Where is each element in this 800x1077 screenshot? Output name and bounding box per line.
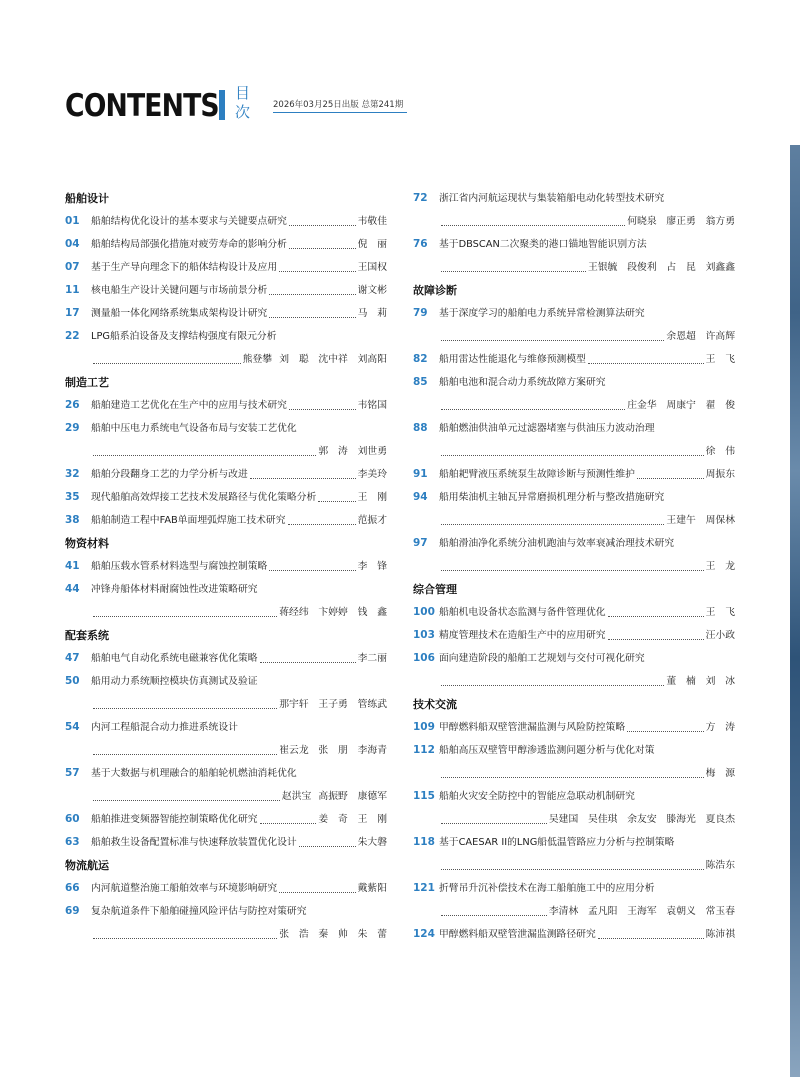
article-authors: 郭 涛 刘世勇 <box>318 446 387 457</box>
toc-entry[interactable] <box>65 762 387 808</box>
toc-left-column <box>65 187 387 946</box>
dot-leader <box>93 754 277 755</box>
toc-entry-author-line <box>413 854 735 877</box>
page-number: 88 <box>413 422 428 434</box>
article-title[interactable]: 船舶压载水管系材料选型与腐蚀控制策略 <box>91 561 268 572</box>
toc-entry-line <box>65 831 387 854</box>
page-number: 01 <box>65 215 80 227</box>
toc-entry[interactable] <box>413 486 735 532</box>
page-number: 106 <box>413 652 435 664</box>
article-authors: 范振才 <box>357 515 387 526</box>
page-number: 63 <box>65 836 80 848</box>
toc-entry[interactable] <box>65 555 387 578</box>
toc-entry-author-line <box>413 900 735 923</box>
page-number: 07 <box>65 261 80 273</box>
toc-entry[interactable] <box>65 670 387 716</box>
toc-entry[interactable] <box>65 394 387 417</box>
dot-leader <box>441 570 704 571</box>
dot-leader <box>441 271 586 272</box>
accent-bar <box>219 90 225 120</box>
dot-leader <box>441 869 704 870</box>
dot-leader <box>637 478 704 479</box>
dot-leader <box>441 409 625 410</box>
article-title[interactable]: 甲醇燃料船双壁管泄漏监测与风险防控策略 <box>439 722 626 733</box>
toc-entry-author-line <box>65 739 387 762</box>
article-authors: 陈沛祺 <box>705 929 735 940</box>
page-number: 26 <box>65 399 80 411</box>
article-authors: 那宇轩 王子勇 管练武 <box>279 699 387 710</box>
toc-entry-author-line <box>413 210 735 233</box>
page-number: 17 <box>65 307 80 319</box>
page-number: 97 <box>413 537 428 549</box>
article-title[interactable]: 冲锋舟船体材料耐腐蚀性改进策略研究 <box>91 584 258 595</box>
page-number: 22 <box>65 330 80 342</box>
page-number: 60 <box>65 813 80 825</box>
toc-entry-line <box>65 233 387 256</box>
toc-right-column <box>413 187 735 946</box>
article-authors: 韦敬佳 <box>357 216 387 227</box>
article-title[interactable]: 船舶电池和混合动力系统故障方案研究 <box>439 377 606 388</box>
dot-leader <box>93 708 277 709</box>
toc-entry-line <box>65 486 387 509</box>
dot-leader <box>269 570 355 571</box>
dot-leader <box>260 823 317 824</box>
article-authors: 王 飞 <box>705 607 735 618</box>
page-number: 121 <box>413 882 435 894</box>
article-authors: 董 楠 刘 冰 <box>666 676 735 687</box>
toc-entry[interactable] <box>413 739 735 785</box>
toc-entry-author-line <box>413 256 735 279</box>
toc-entry-author-line <box>413 555 735 578</box>
toc-entry[interactable] <box>65 808 387 831</box>
article-title[interactable]: 船舶电气自动化系统电磁兼容优化策略 <box>91 653 258 664</box>
page-number: 72 <box>413 192 428 204</box>
article-authors: 韦铭国 <box>357 400 387 411</box>
article-title[interactable]: 船用雷达性能退化与维修预测模型 <box>439 354 586 365</box>
section-heading: 物流航运 <box>65 859 109 872</box>
toc-entry-line <box>65 509 387 532</box>
article-title[interactable]: 船舶火灾安全防控中的智能应急联动机制研究 <box>439 791 635 802</box>
toc-entry-line <box>65 555 387 578</box>
toc-entry-line <box>65 325 387 348</box>
article-title[interactable]: 浙江省内河航运现状与集装箱船电动化转型技术研究 <box>439 193 665 204</box>
toc-entry-line <box>413 532 735 555</box>
toc-entry-line <box>413 417 735 440</box>
toc-entry-author-line <box>413 394 735 417</box>
article-authors: 谢文彬 <box>357 285 387 296</box>
page-number: 54 <box>65 721 80 733</box>
toc-entry-author-line <box>413 325 735 348</box>
toc-entry[interactable] <box>65 877 387 900</box>
toc-entry-line <box>65 394 387 417</box>
article-authors: 汪小政 <box>705 630 735 641</box>
page-number: 04 <box>65 238 80 250</box>
toc-entry-line <box>413 877 735 900</box>
toc-entry[interactable] <box>65 325 387 371</box>
page-number: 57 <box>65 767 80 779</box>
article-authors: 陈浩东 <box>705 860 735 871</box>
dot-leader <box>441 455 704 456</box>
article-authors: 朱大磐 <box>357 837 387 848</box>
article-title[interactable]: 船舶燃油供油单元过滤器堵塞与供油压力波动治理 <box>439 423 655 434</box>
toc-entry-author-line <box>65 601 387 624</box>
article-authors: 王建午 周保林 <box>666 515 735 526</box>
page-number: 124 <box>413 928 435 940</box>
toc-entry-line <box>413 187 735 210</box>
article-authors: 王 飞 <box>705 354 735 365</box>
page-number: 115 <box>413 790 435 802</box>
toc-entry[interactable] <box>413 371 735 417</box>
article-title[interactable]: 船舶耙臂液压系统泵生故障诊断与预测性维护 <box>439 469 635 480</box>
article-authors: 李二丽 <box>357 653 387 664</box>
toc-entry-author-line <box>65 785 387 808</box>
article-title[interactable]: 船舶滑油净化系统分油机跑油与效率衰减治理技术研究 <box>439 538 675 549</box>
article-authors: 蒋经纬 卞婷婷 钱 鑫 <box>279 607 387 618</box>
page-number: 66 <box>65 882 80 894</box>
toc-entry-line <box>413 601 735 624</box>
dot-leader <box>441 777 704 778</box>
article-authors: 王国权 <box>357 262 387 273</box>
dot-leader <box>93 363 241 364</box>
article-authors: 戴紫阳 <box>357 883 387 894</box>
section-heading: 技术交流 <box>413 698 457 711</box>
toc-entry[interactable] <box>413 624 735 647</box>
dot-leader <box>608 616 704 617</box>
page-number: 47 <box>65 652 80 664</box>
page-number: 44 <box>65 583 80 595</box>
toc-entry[interactable] <box>65 578 387 624</box>
toc-entry-line <box>65 716 387 739</box>
article-authors: 王 刚 <box>357 492 387 503</box>
toc-entry-line <box>65 417 387 440</box>
page-number: 11 <box>65 284 80 296</box>
toc-entry[interactable] <box>65 716 387 762</box>
page-number: 100 <box>413 606 435 618</box>
dot-leader <box>250 478 356 479</box>
article-title[interactable]: 船舶高压双壁管甲醇渗透监测问题分析与优化对策 <box>439 745 655 756</box>
toc-entry-line <box>413 739 735 762</box>
toc-entry-line <box>65 302 387 325</box>
toc-entry[interactable] <box>65 463 387 486</box>
toc-entry-author-line <box>413 440 735 463</box>
toc-entry[interactable] <box>413 716 735 739</box>
article-authors: 熊登攀 刘 聪 沈中祥 刘高阳 <box>242 354 387 365</box>
page-number: 35 <box>65 491 80 503</box>
toc-entry-line <box>65 877 387 900</box>
page-number: 76 <box>413 238 428 250</box>
article-title[interactable]: 内河工程船混合动力推进系统设计 <box>91 722 238 733</box>
article-title[interactable]: 船舶分段翻身工艺的力学分析与改进 <box>91 469 248 480</box>
toc-entry-line <box>413 486 735 509</box>
toc-entry-author-line <box>65 923 387 946</box>
article-title[interactable]: 基于DBSCAN二次聚类的港口锚地智能识别方法 <box>439 239 647 250</box>
toc-entry-line <box>413 463 735 486</box>
dot-leader <box>441 340 664 341</box>
toc-entry-author-line <box>413 762 735 785</box>
section-heading: 船舶设计 <box>65 192 109 205</box>
toc-entry-line <box>65 670 387 693</box>
toc-entry-author-line <box>65 348 387 371</box>
article-title[interactable]: 船用动力系统顺控模块仿真测试及验证 <box>91 676 258 687</box>
toc-entry-line <box>413 302 735 325</box>
toc-entry[interactable] <box>65 302 387 325</box>
page-number: 38 <box>65 514 80 526</box>
article-title[interactable]: 现代船舶高效焊接工艺技术发展路径与优化策略分析 <box>91 492 317 503</box>
toc-entry[interactable] <box>65 647 387 670</box>
toc-entry-author-line <box>413 509 735 532</box>
article-title[interactable]: 基于CAESAR II的LNG船低温管路应力分析与控制策略 <box>439 837 675 848</box>
page-number: 118 <box>413 836 435 848</box>
toc-entry[interactable] <box>413 923 735 946</box>
toc-entry-author-line <box>413 808 735 831</box>
dot-leader <box>318 501 355 502</box>
toc-entry-author-line <box>413 670 735 693</box>
toc-entry[interactable] <box>413 785 735 831</box>
dot-leader <box>269 294 355 295</box>
article-title[interactable]: 核电船生产设计关键问题与市场前景分析 <box>91 285 268 296</box>
dot-leader <box>441 685 664 686</box>
article-title[interactable]: 基于生产导向理念下的船体结构设计及应用 <box>91 262 278 273</box>
article-title[interactable]: 船舶中压电力系统电气设备布局与安装工艺优化 <box>91 423 297 434</box>
article-authors: 庄金华 周康宁 翟 俊 <box>627 400 735 411</box>
article-authors: 方 涛 <box>705 722 735 733</box>
article-title[interactable]: LPG船系泊设备及支撑结构强度有限元分析 <box>91 331 277 342</box>
article-authors: 李 锋 <box>357 561 387 572</box>
article-title[interactable]: 精度管理技术在造船生产中的应用研究 <box>439 630 606 641</box>
article-title[interactable]: 甲醇燃料船双壁管泄漏监测路径研究 <box>439 929 596 940</box>
dot-leader <box>93 455 316 456</box>
toc-entry[interactable] <box>65 233 387 256</box>
toc-entry[interactable] <box>413 302 735 348</box>
article-title[interactable]: 船舶推进变频器智能控制策略优化研究 <box>91 814 258 825</box>
toc-entry[interactable] <box>65 831 387 854</box>
section-heading: 配套系统 <box>65 629 109 642</box>
dot-leader <box>441 915 547 916</box>
page-number: 109 <box>413 721 435 733</box>
toc-entry-line <box>413 716 735 739</box>
toc-entry[interactable] <box>65 210 387 233</box>
article-authors: 张 浩 秦 帅 朱 蕾 <box>279 929 387 940</box>
page-number: 94 <box>413 491 428 503</box>
toc-entry-line <box>413 371 735 394</box>
toc-entry-line <box>65 256 387 279</box>
dot-leader <box>289 225 356 226</box>
dot-leader <box>441 524 664 525</box>
page-number: 82 <box>413 353 428 365</box>
article-authors: 姜 奇 王 刚 <box>318 814 387 825</box>
article-title[interactable]: 面向建造阶段的船舶工艺规划与交付可视化研究 <box>439 653 645 664</box>
page-number: 112 <box>413 744 435 756</box>
article-authors: 李美玲 <box>357 469 387 480</box>
toc-entry[interactable] <box>413 601 735 624</box>
article-title[interactable]: 测量船一体化网络系统集成架构设计研究 <box>91 308 268 319</box>
toc-entry[interactable] <box>413 831 735 877</box>
toc-entry[interactable] <box>413 647 735 693</box>
dot-leader <box>288 524 356 525</box>
dot-leader <box>279 892 355 893</box>
section-heading: 物资材料 <box>65 537 109 550</box>
dot-leader <box>93 800 280 801</box>
toc-entry-line <box>413 624 735 647</box>
page-number: 69 <box>65 905 80 917</box>
article-title[interactable]: 折臂吊升沉补偿技术在海工船舶施工中的应用分析 <box>439 883 655 894</box>
sea-photo-strip <box>790 145 800 1077</box>
article-authors: 余恩超 许高辉 <box>666 331 735 342</box>
toc-entry[interactable] <box>65 279 387 302</box>
article-authors: 崔云龙 张 朋 李海青 <box>279 745 387 756</box>
toc-entry[interactable] <box>413 187 735 233</box>
article-authors: 赵洪宝 高振野 康德军 <box>281 791 387 802</box>
section-heading: 故障诊断 <box>413 284 457 297</box>
article-authors: 李清林 孟凡阳 王海军 袁朝义 常玉春 <box>548 906 735 917</box>
article-title[interactable]: 船舶救生设备配置标准与快速释放装置优化设计 <box>91 837 297 848</box>
toc-entry-line <box>65 900 387 923</box>
dot-leader <box>608 639 704 640</box>
section-heading: 综合管理 <box>413 583 457 596</box>
toc-entry[interactable] <box>413 233 735 279</box>
toc-entry[interactable] <box>413 532 735 578</box>
issue-info: 2026年03月25日出版 总第241期 <box>273 98 407 113</box>
dot-leader <box>588 363 704 364</box>
dot-leader <box>299 846 356 847</box>
toc-entry-line <box>65 210 387 233</box>
dot-leader <box>627 731 703 732</box>
article-title[interactable]: 复杂航道条件下船舶碰撞风险评估与防控对策研究 <box>91 906 307 917</box>
toc-entry[interactable] <box>65 486 387 509</box>
toc-entry-line <box>65 279 387 302</box>
article-title[interactable]: 基于深度学习的船舶电力系统异常检测算法研究 <box>439 308 645 319</box>
dot-leader <box>260 662 356 663</box>
dot-leader <box>269 317 355 318</box>
article-authors: 周振东 <box>705 469 735 480</box>
toc-entry[interactable] <box>413 417 735 463</box>
page-number: 41 <box>65 560 80 572</box>
toc-entry-line <box>413 348 735 371</box>
page-number: 85 <box>413 376 428 388</box>
page-number: 103 <box>413 629 435 641</box>
toc-entry[interactable] <box>65 417 387 463</box>
toc-entry[interactable] <box>413 877 735 923</box>
toc-entry-line <box>65 808 387 831</box>
article-title[interactable]: 船用柴油机主轴瓦异常磨损机理分析与整改措施研究 <box>439 492 665 503</box>
toc-entry-line <box>413 647 735 670</box>
toc-entry-author-line <box>65 693 387 716</box>
dot-leader <box>289 248 356 249</box>
toc-entry[interactable] <box>413 463 735 486</box>
article-title[interactable]: 内河航道整治施工船舶效率与环境影响研究 <box>91 883 278 894</box>
dot-leader <box>289 409 356 410</box>
dot-leader <box>441 225 625 226</box>
mulu-label: 目次 <box>235 84 251 121</box>
article-authors: 梅 源 <box>705 768 735 779</box>
dot-leader <box>279 271 355 272</box>
page-number: 50 <box>65 675 80 687</box>
page-number: 91 <box>413 468 428 480</box>
toc-entry-line <box>65 578 387 601</box>
article-title[interactable]: 船舶机电设备状态监测与备件管理优化 <box>439 607 606 618</box>
page-number: 29 <box>65 422 80 434</box>
section-heading: 制造工艺 <box>65 376 109 389</box>
article-authors: 倪 丽 <box>357 239 387 250</box>
toc-entry[interactable] <box>65 900 387 946</box>
article-title[interactable]: 船舶结构局部强化措施对疲劳寿命的影响分析 <box>91 239 287 250</box>
article-authors: 徐 伟 <box>705 446 735 457</box>
toc-entry[interactable] <box>413 348 735 371</box>
toc-entry-line <box>65 647 387 670</box>
toc-entry-line <box>65 762 387 785</box>
article-title[interactable]: 船舶制造工程中FAB单面埋弧焊施工技术研究 <box>91 515 286 526</box>
contents-heading: CONTENTS <box>65 88 219 124</box>
toc-entry-line <box>413 233 735 256</box>
toc-entry-line <box>65 463 387 486</box>
article-title[interactable]: 基于大数据与机理融合的船舶轮机燃油消耗优化 <box>91 768 297 779</box>
article-authors: 王 龙 <box>705 561 735 572</box>
toc-entry-author-line <box>65 440 387 463</box>
toc-entry[interactable] <box>65 509 387 532</box>
page-number: 79 <box>413 307 428 319</box>
article-title[interactable]: 船舶建造工艺优化在生产中的应用与技术研究 <box>91 400 287 411</box>
dot-leader <box>93 616 277 617</box>
page-number: 32 <box>65 468 80 480</box>
toc-entry-line <box>413 831 735 854</box>
toc-entry-line <box>413 923 735 946</box>
dot-leader <box>93 938 277 939</box>
toc-entry-line <box>413 785 735 808</box>
article-title[interactable]: 船舶结构优化设计的基本要求与关键要点研究 <box>91 216 287 227</box>
article-authors: 马 莉 <box>357 308 387 319</box>
dot-leader <box>598 938 704 939</box>
article-authors: 吴建国 吴佳琪 余友安 滕海光 夏良杰 <box>548 814 735 825</box>
dot-leader <box>441 823 547 824</box>
toc-entry[interactable] <box>65 256 387 279</box>
article-authors: 何晓泉 廖正勇 翁方勇 <box>627 216 735 227</box>
article-authors: 王银毓 段俊利 占 昆 刘鑫鑫 <box>588 262 735 273</box>
